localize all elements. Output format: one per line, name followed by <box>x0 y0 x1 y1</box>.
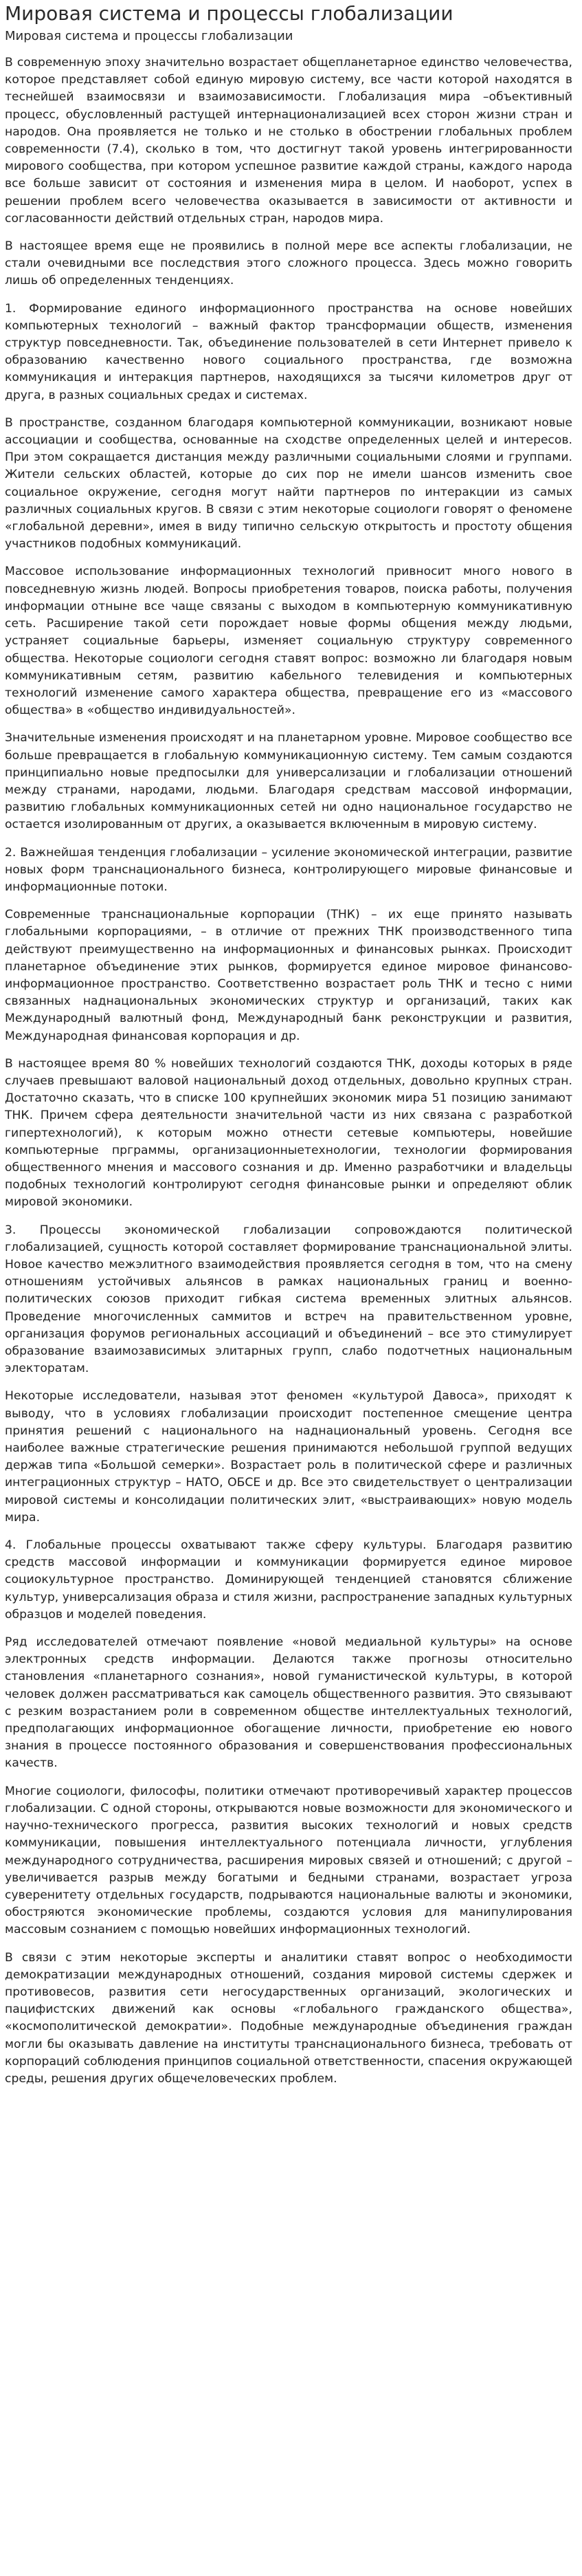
paragraph: Некоторые исследователи, называя этот феномен «культурой Давоса», приходят к выводу, что в условиях глобализации происходит постепенное смещение центра принятия решений с национального на наднациональный уровень. Сегодня все наиболее важные стратегические решения принимаются небольшой группой ведущих держав типа «Большой семерки». Возрастает роль в политической сфере и различных интеграционных структур – НАТО, ОБСЕ и др. Все это свидетельствует о централизации мировой системы и консолидации политических элит, «выстраивающих» новую модель мира. <box>5 1389 572 1525</box>
paragraph: Современные транснациональные корпорации (ТНК) – их еще принято называть глобальными корпорациями, – в отличие от прежних ТНК производственного типа действуют преимущественно на информационных и финансовых рынках. Происходит планетарное объединение этих рынков, формируется единое мировое финансово-информационное пространство. Соответственно возрастает роль ТНК и тесно с ними связанных наднациональных экономических структур и организаций, таких как Международный валютный фонд, Международный банк реконструкции и развития, Международная финансовая корпорация и др. <box>5 908 572 1043</box>
page-title: Мировая система и процессы глобализации <box>5 2 454 25</box>
paragraph: В связи с этим некоторые эксперты и аналитики ставят вопрос о необходимости демократизации международных отношений, создания мировой системы сдержек и противовесов, развития сети негосударственных организаций, экологических и пацифистских движений как основы «глобального гражданского общества», «космополитической демократии». Подобные международные объединения граждан могли бы оказывать давление на институты транснационального бизнеса, требовать от корпораций соблюдения принципов социальной ответственности, спасения окружающей среды, решения других общечеловеческих проблем. <box>5 1950 572 2086</box>
paragraph: 4. Глобальные процессы охватывают также сферу культуры. Благодаря развитию средств массовой информации и коммуникации формируется единое мировое социокультурное пространство. Доминирующей тенденцией становятся сближение культур, универсализация образа и стиля жизни, распространение западных культурных образцов и моделей поведения. <box>5 1538 572 1622</box>
paragraph: 1. Формирование единого информационного пространства на основе новейших компьютерных технологий – важный фактор трансформации обществ, изменения структур повседневности. Так, объединение пользователей в сети Интернет привело к образованию качественно нового социального пространства, где возможна коммуникация и интеракция партнеров, находящихся за тысячи километров друг от друга, в разных социальных средах и системах. <box>5 301 572 402</box>
article-subtitle: Мировая система и процессы глобализации <box>5 29 293 43</box>
paragraph: Ряд исследователей отмечают появление «новой медиальной культуры» на основе электронных средств информации. Делаются также прогнозы относительно становления «планетарного сознания», новой гуманистической культуры, в которой человек должен рассматриваться как самоцель общественного развития. Это связывают с резким возрастанием роли в современном обществе интеллектуальных технологий, предполагающих информационное обогащение личности, приобретение ею нового знания в процессе постоянного образования и совершенствования профессиональных качеств. <box>5 1635 572 1771</box>
paragraph: В современную эпоху значительно возрастает общепланетарное единство человечества, которое представляет собой единую мировую систему, все части которой находятся в теснейшей взаимосвязи и взаимозависимости. Глобализация мира –объективный процесс, обусловленный растущей интернационализацией всех сторон жизни стран и народов. Она проявляется не только и не столько в обострении глобальных проблем современности (7.4), сколько в том, что достигнут такой уровень интегрированности мирового сообщества, при котором успешное развитие каждой страны, каждого народа все больше зависит от состояния и изменения мира в целом. И наоборот, успех в решении проблем всего человечества оказывается в зависимости от активности и согласованности действий отдельных стран, народов мира. <box>5 56 572 226</box>
paragraph: Значительные изменения происходят и на планетарном уровне. Мировое сообщество все больше превращается в глобальную коммуникационную систему. Тем самым создаются принципиально новые предпосылки для универсализации и глобализации отношений между странами, народами, людьми. Благодаря средствам массовой информации, развитию глобальных коммуникационных сетей ни одно национальное государство не остается изолированным от других, а оказывается включенным в мировую систему. <box>5 731 572 832</box>
paragraph: В настоящее время еще не проявились в полной мере все аспекты глобализации, не стали очевидными все последствия этого сложного процесса. Здесь можно говорить лишь об определенных тенденциях. <box>5 239 572 288</box>
paragraph: В настоящее время 80 % новейших технологий создаются ТНК, доходы которых в ряде случаев превышают валовой национальный доход отдельных, довольно крупных стран. Достаточно сказать, что в списке 100 крупнейших экономик мира 51 позицию занимают ТНК. Причем сфера деятельности значительной части из них связана с разработкой гипертехнологий), к которым можно отнести сетевые компьютеры, новейшие компьютерные прграммы, организационныетехнологии, технологии формирования общественного мнения и массового сознания и др. Именно разработчики и владельцы подобных технологий контролируют сегодня финансовые рынки и определяют облик мировой экономики. <box>5 1056 572 1210</box>
paragraph: 2. Важнейшая тенденция глобализации – усиление экономической интеграции, развитие новых форм транснационального бизнеса, контролирующего мировые финансовые и информационные потоки. <box>5 845 572 894</box>
article-body <box>5 54 572 2088</box>
paragraph: Массовое использование информационных технологий привносит много нового в повседневную жизнь людей. Вопросы приобретения товаров, поиска работы, получения информации отныне все чаще связаны с выходом в компьютерную коммуникативную сеть. Расширение такой сети порождает новые формы общения между людьми, устраняет социальные барьеры, изменяет социальную структуру современного общества. Некоторые социологи сегодня ставят вопрос: возможно ли благодаря новым коммуникативным сетям, развитию кабельного телевидения и компьютерных технологий изменение самого характера общества, превращение его из «массового общества» в «общество индивидуальностей». <box>5 565 572 718</box>
paragraph: В пространстве, созданном благодаря компьютерной коммуникации, возникают новые ассоциации и сообщества, основанные на сходстве определенных целей и интересов. При этом сокращается дистанция между различными социальными слоями и группами. Жители сельских областей, которые до сих пор не имели шансов изменить свое социальное окружение, сегодня могут найти партнеров по интеракции из самых различных социальных кругов. В связи с этим некоторые социологи говорят о феномене «глобальной деревни», имея в виду типично сельскую открытость и простоту общения участников подобных коммуникаций. <box>5 415 572 552</box>
paragraph: 3. Процессы экономической глобализации сопровождаются политической глобализацией, сущность которой составляет формирование транснациональной элиты. Новое качество межэлитного взаимодействия проявляется сегодня в том, что на смену отношениям устойчивых альянсов в рамках национальных границ и военно-политических союзов приходит гибкая система временных элитных альянсов. Проведение многочисленных саммитов и встреч на правительственном уровне, организация форумов региональных ассоциаций и объединений – все это стимулирует образование взаимозависимых элитарных групп, слабо подотчетных национальным электоратам. <box>5 1223 572 1376</box>
paragraph: Многие социологи, философы, политики отмечают противоречивый характер процессов глобализации. С одной стороны, открываются новые возможности для экономического и научно-технического прогресса, развития высоких технологий и новых средств коммуникации, повышения интеллектуального потенциала личности, углубления международного сотрудничества, расширения мировых связей и отношений; с другой – увеличивается разрыв между богатыми и бедными странами, возрастает угроза суверенитету отдельных государств, подрываются национальные валюты и экономики, обостряются экономические проблемы, создаются условия для манипулирования массовым сознанием с помощью новейших информационных технологий. <box>5 1784 572 1937</box>
